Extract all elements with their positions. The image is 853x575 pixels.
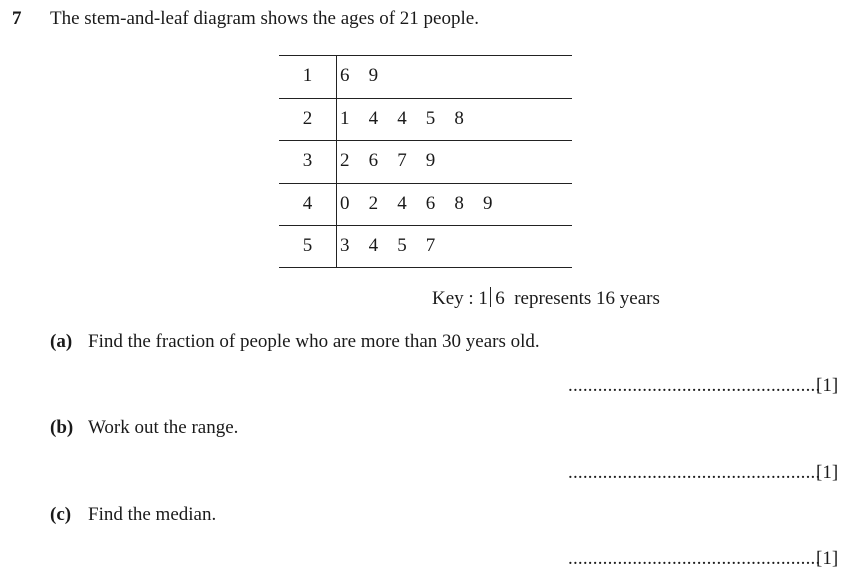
key-divider [490, 287, 491, 307]
leaf-value: 4 [397, 107, 407, 129]
stem-and-leaf-table [279, 55, 572, 268]
part-c-question [50, 504, 216, 526]
part-text: Find the median. [88, 504, 217, 525]
leaf-value: 6 [340, 65, 350, 86]
stem-row [279, 140, 572, 183]
marks-a: [1] [816, 375, 839, 396]
stem-row [279, 98, 572, 141]
leaf-value: 8 [454, 107, 464, 129]
part-text: Find the fraction of people who are more than 30 years old. [88, 331, 540, 352]
stem-value: 1 [302, 65, 313, 86]
marks-b: [1] [816, 462, 839, 483]
answer-line-b[interactable]: ................................................... [568, 462, 821, 483]
stem-value: 3 [302, 150, 313, 172]
leaf-value: 7 [397, 150, 407, 172]
stem-row [279, 225, 572, 268]
leaf-value: 4 [368, 235, 379, 257]
leaf-value: 9 [482, 192, 493, 214]
leaf-value: 4 [368, 107, 379, 129]
leaf-value: 5 [425, 107, 436, 129]
leaf-value: 1 [340, 107, 350, 129]
part-a-question [50, 331, 540, 353]
leaves [340, 150, 454, 172]
stem-row [279, 183, 572, 226]
leaf-value: 7 [425, 235, 436, 257]
part-text: Work out the range. [88, 417, 239, 438]
part-label: (a) [50, 331, 73, 352]
leaves [340, 235, 454, 257]
leaf-value: 2 [368, 192, 379, 214]
leaves [340, 193, 512, 215]
leaf-value: 6 [368, 150, 379, 172]
part-label: (c) [50, 504, 72, 525]
key-suffix: 6 represents 16 years [495, 288, 660, 309]
diagram-key [432, 287, 660, 310]
stem-value: 5 [302, 235, 313, 257]
question-number: 7 [12, 8, 22, 29]
leaf-value: 5 [397, 235, 407, 257]
key-prefix: Key : 1 [432, 288, 488, 309]
stem-leaf-divider [336, 55, 337, 268]
part-label: (b) [50, 417, 74, 438]
leaf-value: 6 [425, 192, 436, 214]
leaf-value: 4 [397, 192, 407, 214]
stem-value: 4 [302, 192, 313, 214]
marks-c: [1] [816, 548, 839, 569]
part-b-question [50, 417, 238, 439]
leaf-value: 9 [368, 65, 379, 86]
leaf-value: 0 [340, 192, 350, 214]
leaf-value: 3 [340, 235, 350, 257]
answer-line-c[interactable]: ................................................... [568, 548, 821, 569]
question-intro: The stem-and-leaf diagram shows the ages of 21 people. [50, 8, 479, 29]
leaves [340, 108, 483, 130]
stem-row [279, 55, 572, 98]
leaf-value: 2 [340, 150, 350, 172]
answer-line-a[interactable]: ................................................... [568, 375, 821, 396]
leaf-value: 9 [425, 150, 436, 172]
leaf-value: 8 [454, 192, 464, 214]
leaves [340, 65, 397, 87]
stem-value: 2 [302, 107, 313, 129]
